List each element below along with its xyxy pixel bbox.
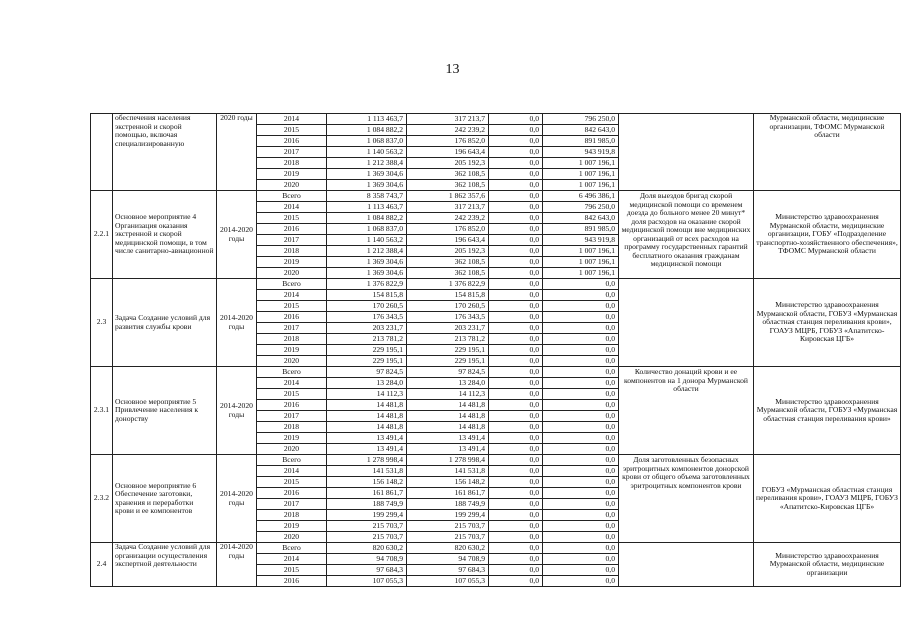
year-cell: 2014 [257,466,327,477]
federal-budget-cell: 0,0 [489,411,543,422]
year-cell: 2017 [257,411,327,422]
item-index: 2.3.2 [91,455,113,543]
federal-budget-cell: 0,0 [489,202,543,213]
year-cell: 2019 [257,257,327,268]
year-cell: 2020 [257,180,327,191]
federal-budget-cell: 0,0 [489,565,543,576]
other-source-cell: 0,0 [543,543,619,554]
regional-budget-cell: 13 284,0 [407,378,489,389]
regional-budget-cell: 176 852,0 [407,136,489,147]
total-cell: 141 531,8 [327,466,407,477]
other-source-cell: 1 007 196,1 [543,158,619,169]
regional-budget-cell: 188 749,9 [407,499,489,510]
regional-budget-cell: 170 260,5 [407,301,489,312]
regional-budget-cell: 97 684,3 [407,565,489,576]
year-cell: 2015 [257,301,327,312]
total-cell: 215 703,7 [327,532,407,543]
total-cell: 170 260,5 [327,301,407,312]
total-cell: 1 212 388,4 [327,246,407,257]
regional-budget-cell: 229 195,1 [407,356,489,367]
regional-budget-cell: 156 148,2 [407,477,489,488]
total-cell: 1 278 998,4 [327,455,407,466]
federal-budget-cell: 0,0 [489,433,543,444]
year-cell: 2016 [257,576,327,587]
year-cell: 2014 [257,378,327,389]
year-cell: 2016 [257,400,327,411]
federal-budget-cell: 0,0 [489,466,543,477]
regional-budget-cell: 317 213,7 [407,114,489,125]
other-source-cell: 0,0 [543,279,619,290]
regional-budget-cell: 362 108,5 [407,169,489,180]
federal-budget-cell: 0,0 [489,521,543,532]
item-name: Основное мероприятие 5 Привлечение населения к донорству [113,367,217,455]
regional-budget-cell: 199 299,4 [407,510,489,521]
total-cell: 161 861,7 [327,488,407,499]
total-cell: 14 481,8 [327,400,407,411]
regional-budget-cell: 213 781,2 [407,334,489,345]
item-index: 2.2.1 [91,191,113,279]
year-cell: 2014 [257,114,327,125]
total-cell: 1 084 882,2 [327,213,407,224]
other-source-cell: 0,0 [543,466,619,477]
federal-budget-cell: 0,0 [489,279,543,290]
other-source-cell: 842 643,0 [543,125,619,136]
regional-budget-cell: 154 815,8 [407,290,489,301]
total-cell: 820 630,2 [327,543,407,554]
other-source-cell: 1 007 196,1 [543,169,619,180]
federal-budget-cell: 0,0 [489,444,543,455]
item-index: 2.4 [91,543,113,587]
other-source-cell: 0,0 [543,301,619,312]
year-cell: 2017 [257,147,327,158]
total-cell: 1 068 837,0 [327,224,407,235]
year-cell: 2018 [257,510,327,521]
table-row [91,455,901,466]
year-cell: 2018 [257,422,327,433]
federal-budget-cell: 0,0 [489,499,543,510]
total-cell: 176 343,5 [327,312,407,323]
total-cell: 156 148,2 [327,477,407,488]
other-source-cell: 0,0 [543,565,619,576]
executors: ГОБУЗ «Мурманская областная станция переливания крови», ГОАУЗ МЦРБ, ГОБУЗ «Апатитско-Кировская ЦГБ» [754,455,901,543]
federal-budget-cell: 0,0 [489,301,543,312]
total-cell: 107 055,3 [327,576,407,587]
year-cell: 2016 [257,312,327,323]
other-source-cell: 0,0 [543,521,619,532]
total-cell: 229 195,1 [327,345,407,356]
year-cell: 2015 [257,389,327,400]
result-indicator: Количество донаций крови и ее компонентов на 1 донора Мурманской области [619,367,754,455]
total-cell: 213 781,2 [327,334,407,345]
total-cell: 1 369 304,6 [327,180,407,191]
regional-budget-cell: 1 862 357,6 [407,191,489,202]
other-source-cell: 842 643,0 [543,213,619,224]
federal-budget-cell: 0,0 [489,345,543,356]
federal-budget-cell: 0,0 [489,477,543,488]
table-row [91,279,901,290]
table-row [91,191,901,202]
item-index [91,114,113,191]
other-source-cell: 0,0 [543,532,619,543]
result-indicator: Доля заготовленных безопасных эритроцитных компонентов донорской крови от общего объема заготовленных эритроцитных компонентов крови [619,455,754,543]
result-indicator [619,114,754,191]
table-row [91,367,901,378]
year-cell: 2016 [257,488,327,499]
federal-budget-cell: 0,0 [489,147,543,158]
other-source-cell: 943 919,8 [543,235,619,246]
federal-budget-cell: 0,0 [489,400,543,411]
other-source-cell: 0,0 [543,488,619,499]
total-cell: 97 824,5 [327,367,407,378]
other-source-cell: 0,0 [543,345,619,356]
federal-budget-cell: 0,0 [489,367,543,378]
federal-budget-cell: 0,0 [489,257,543,268]
total-cell: 1 140 563,2 [327,147,407,158]
regional-budget-cell: 203 231,7 [407,323,489,334]
total-cell: 13 284,0 [327,378,407,389]
regional-budget-cell: 13 491,4 [407,433,489,444]
total-cell: 1 376 822,9 [327,279,407,290]
federal-budget-cell: 0,0 [489,554,543,565]
other-source-cell: 0,0 [543,356,619,367]
item-name: Основное мероприятие 6 Обеспечение заготовки, хранения и переработки крови и ее компонентов [113,455,217,543]
other-source-cell: 0,0 [543,576,619,587]
result-indicator [619,543,754,587]
federal-budget-cell: 0,0 [489,378,543,389]
regional-budget-cell: 229 195,1 [407,345,489,356]
other-source-cell: 0,0 [543,455,619,466]
total-cell: 188 749,9 [327,499,407,510]
year-cell: 2017 [257,499,327,510]
total-cell: 97 684,3 [327,565,407,576]
other-source-cell: 0,0 [543,334,619,345]
item-name: Основное мероприятие 4 Организация оказания экстренной и скорой медицинской помощи, в том числе санитарно-авиационной [113,191,217,279]
other-source-cell: 796 250,0 [543,114,619,125]
item-index: 2.3.1 [91,367,113,455]
other-source-cell: 0,0 [543,554,619,565]
regional-budget-cell: 176 343,5 [407,312,489,323]
regional-budget-cell: 14 481,8 [407,400,489,411]
other-source-cell: 796 250,0 [543,202,619,213]
year-cell: 2019 [257,169,327,180]
other-source-cell: 943 919,8 [543,147,619,158]
other-source-cell: 0,0 [543,477,619,488]
other-source-cell: 0,0 [543,378,619,389]
federal-budget-cell: 0,0 [489,125,543,136]
federal-budget-cell: 0,0 [489,235,543,246]
federal-budget-cell: 0,0 [489,268,543,279]
other-source-cell: 0,0 [543,422,619,433]
other-source-cell: 0,0 [543,367,619,378]
federal-budget-cell: 0,0 [489,389,543,400]
other-source-cell: 0,0 [543,312,619,323]
federal-budget-cell: 0,0 [489,312,543,323]
item-period: 2014-2020 годы [217,279,257,367]
regional-budget-cell: 215 703,7 [407,532,489,543]
executors: Министерство здравоохранения Мурманской области, ГОБУЗ «Мурманская областная станция переливания крови» [754,367,901,455]
other-source-cell: 0,0 [543,400,619,411]
regional-budget-cell: 176 852,0 [407,224,489,235]
regional-budget-cell: 14 481,8 [407,411,489,422]
table-row [91,114,901,125]
program-finance-table [90,113,901,587]
total-cell: 14 481,8 [327,422,407,433]
regional-budget-cell: 196 643,4 [407,147,489,158]
total-cell: 13 491,4 [327,433,407,444]
year-cell: 2015 [257,565,327,576]
regional-budget-cell: 362 108,5 [407,180,489,191]
total-cell: 8 358 743,7 [327,191,407,202]
year-cell: 2020 [257,356,327,367]
year-cell: 2020 [257,444,327,455]
other-source-cell: 1 007 196,1 [543,268,619,279]
item-period: 2020 годы [217,114,257,191]
year-cell: 2015 [257,125,327,136]
other-source-cell: 0,0 [543,510,619,521]
regional-budget-cell: 1 376 822,9 [407,279,489,290]
other-source-cell: 0,0 [543,290,619,301]
regional-budget-cell: 107 055,3 [407,576,489,587]
total-cell: 229 195,1 [327,356,407,367]
table-body [91,114,901,587]
item-name: Задача Создание условий для организации осуществления экспертной деятельности [113,543,217,587]
regional-budget-cell: 97 824,5 [407,367,489,378]
table-row [91,543,901,554]
other-source-cell: 1 007 196,1 [543,257,619,268]
total-cell: 1 113 463,7 [327,114,407,125]
total-cell: 203 231,7 [327,323,407,334]
total-cell: 1 084 882,2 [327,125,407,136]
total-cell: 215 703,7 [327,521,407,532]
year-cell: 2019 [257,521,327,532]
federal-budget-cell: 0,0 [489,246,543,257]
federal-budget-cell: 0,0 [489,213,543,224]
total-cell: 1 140 563,2 [327,235,407,246]
year-cell: 2016 [257,136,327,147]
total-cell: 1 369 304,6 [327,257,407,268]
regional-budget-cell: 14 112,3 [407,389,489,400]
federal-budget-cell: 0,0 [489,169,543,180]
item-period: 2014-2020 годы [217,543,257,587]
federal-budget-cell: 0,0 [489,136,543,147]
result-indicator: Доля выездов бригад скорой медицинской помощи со временем доезда до больного менее 20 минут* доля расходов на оказание скорой медицинской помощи вне медицинских организаций от всех расходов на программу государственных гарантий бесплатного оказания гражданам медицинской помощи [619,191,754,279]
regional-budget-cell: 317 213,7 [407,202,489,213]
item-index: 2.3 [91,279,113,367]
other-source-cell: 0,0 [543,433,619,444]
item-period: 2014-2020 годы [217,367,257,455]
regional-budget-cell: 362 108,5 [407,257,489,268]
year-cell: Всего [257,191,327,202]
federal-budget-cell: 0,0 [489,455,543,466]
federal-budget-cell: 0,0 [489,543,543,554]
year-cell: 2015 [257,213,327,224]
year-cell: 2016 [257,224,327,235]
federal-budget-cell: 0,0 [489,576,543,587]
year-cell: 2018 [257,158,327,169]
year-cell: 2019 [257,433,327,444]
regional-budget-cell: 205 192,3 [407,246,489,257]
item-period: 2014-2020 годы [217,191,257,279]
year-cell: 2017 [257,323,327,334]
regional-budget-cell: 161 861,7 [407,488,489,499]
other-source-cell: 0,0 [543,323,619,334]
regional-budget-cell: 820 630,2 [407,543,489,554]
total-cell: 94 708,9 [327,554,407,565]
year-cell: 2018 [257,246,327,257]
item-period: 2014-2020 годы [217,455,257,543]
year-cell: Всего [257,543,327,554]
federal-budget-cell: 0,0 [489,191,543,202]
year-cell: 2018 [257,334,327,345]
other-source-cell: 0,0 [543,499,619,510]
item-name: Задача Создание условий для развития службы крови [113,279,217,367]
federal-budget-cell: 0,0 [489,334,543,345]
total-cell: 199 299,4 [327,510,407,521]
total-cell: 13 491,4 [327,444,407,455]
year-cell: Всего [257,455,327,466]
regional-budget-cell: 1 278 998,4 [407,455,489,466]
executors: Министерство здравоохранения Мурманской области, ГОБУЗ «Мурманская областная станция переливания крови», ГОАУЗ МЦРБ, ГОБУЗ «Апатитско-Кировская ЦГБ» [754,279,901,367]
total-cell: 154 815,8 [327,290,407,301]
regional-budget-cell: 14 481,8 [407,422,489,433]
federal-budget-cell: 0,0 [489,158,543,169]
year-cell: 2014 [257,554,327,565]
federal-budget-cell: 0,0 [489,323,543,334]
federal-budget-cell: 0,0 [489,422,543,433]
year-cell: 2019 [257,345,327,356]
total-cell: 14 112,3 [327,389,407,400]
executors: Министерство здравоохранения Мурманской области, медицинские организации [754,543,901,587]
regional-budget-cell: 215 703,7 [407,521,489,532]
regional-budget-cell: 141 531,8 [407,466,489,477]
regional-budget-cell: 196 643,4 [407,235,489,246]
regional-budget-cell: 94 708,9 [407,554,489,565]
other-source-cell: 0,0 [543,444,619,455]
year-cell: 2014 [257,202,327,213]
year-cell: 2020 [257,532,327,543]
year-cell: 2017 [257,235,327,246]
other-source-cell: 0,0 [543,411,619,422]
total-cell: 14 481,8 [327,411,407,422]
other-source-cell: 891 985,0 [543,224,619,235]
year-cell: 2015 [257,477,327,488]
regional-budget-cell: 242 239,2 [407,125,489,136]
other-source-cell: 891 985,0 [543,136,619,147]
year-cell: Всего [257,279,327,290]
page-number: 13 [445,62,460,77]
year-cell: Всего [257,367,327,378]
other-source-cell: 6 496 386,1 [543,191,619,202]
regional-budget-cell: 13 491,4 [407,444,489,455]
total-cell: 1 068 837,0 [327,136,407,147]
year-cell: 2014 [257,290,327,301]
regional-budget-cell: 362 108,5 [407,268,489,279]
total-cell: 1 113 463,7 [327,202,407,213]
total-cell: 1 369 304,6 [327,268,407,279]
executors: Мурманской области, медицинские организации, ТФОМС Мурманской области [754,114,901,191]
federal-budget-cell: 0,0 [489,356,543,367]
total-cell: 1 212 388,4 [327,158,407,169]
year-cell: 2020 [257,268,327,279]
other-source-cell: 1 007 196,1 [543,246,619,257]
item-name: обеспечения населения экстренной и скорой помощью, включая специализированную [113,114,217,191]
federal-budget-cell: 0,0 [489,510,543,521]
regional-budget-cell: 242 239,2 [407,213,489,224]
regional-budget-cell: 205 192,3 [407,158,489,169]
result-indicator [619,279,754,367]
federal-budget-cell: 0,0 [489,180,543,191]
federal-budget-cell: 0,0 [489,290,543,301]
executors: Министерство здравоохранения Мурманской области, медицинские организации, ГОБУ «Подразделение транспортно-хозяйственного обеспечения», ТФОМС Мурманской области [754,191,901,279]
other-source-cell: 1 007 196,1 [543,180,619,191]
other-source-cell: 0,0 [543,389,619,400]
federal-budget-cell: 0,0 [489,224,543,235]
federal-budget-cell: 0,0 [489,488,543,499]
federal-budget-cell: 0,0 [489,532,543,543]
total-cell: 1 369 304,6 [327,169,407,180]
federal-budget-cell: 0,0 [489,114,543,125]
